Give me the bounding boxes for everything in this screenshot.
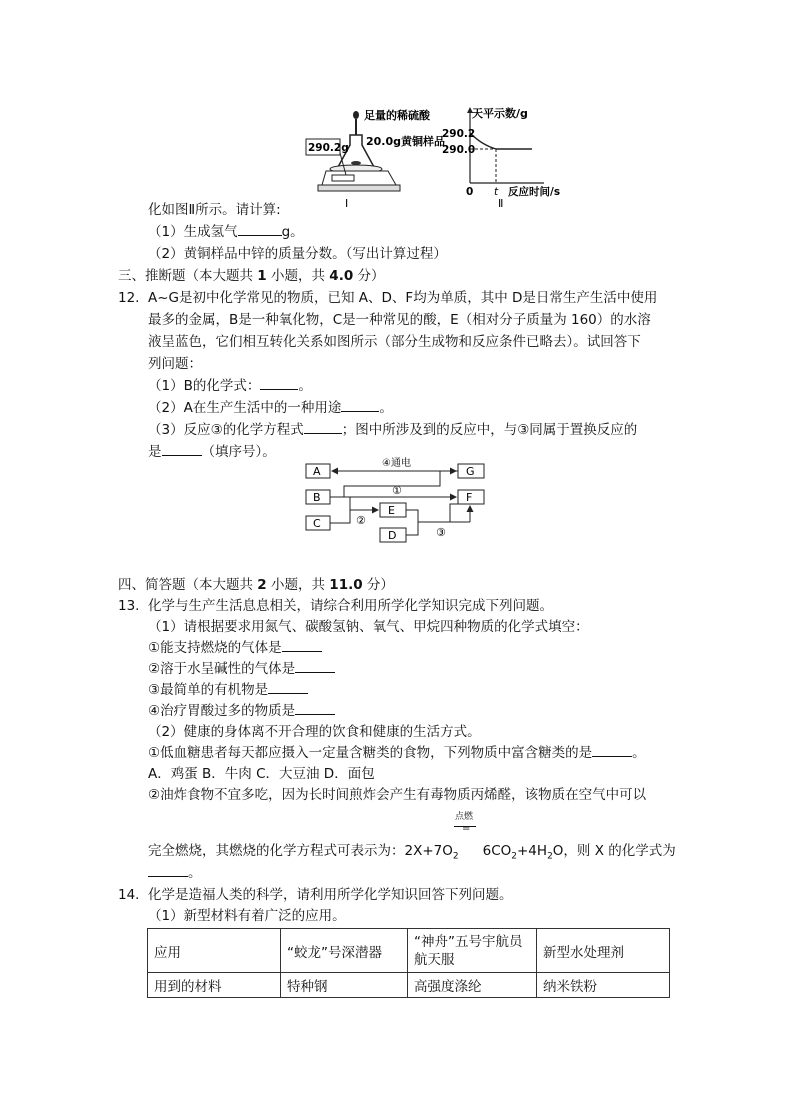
table-row <box>148 973 670 998</box>
graph-xlabel: 反应时间/s <box>508 186 561 198</box>
answer-blank <box>148 864 188 877</box>
reaction-diagram <box>300 456 500 550</box>
q13-item4-text: ④治疗胃酸过多的物质是 <box>148 703 296 719</box>
q12-sub2-end: 。 <box>379 400 393 416</box>
q12-sub3-cont <box>148 443 276 461</box>
section-4-text-e: 分） <box>362 577 394 593</box>
table-header-cell: 应用 <box>148 929 281 973</box>
q12-line2: 最多的金属，B是一种氧化物，C是一种常见的酸，E（相对分子质量为 160）的水溶 <box>148 312 651 328</box>
eq-part-a: 完全燃烧，其燃烧的化学方程式可表示为：2X+7O <box>148 843 453 859</box>
eq-sub-f: 2 <box>547 851 553 862</box>
q12-line3: 液呈蓝色，它们相互转化关系如图所示（部分生成物和反应条件已略去）。试回答下 <box>148 334 641 350</box>
q11-part2: （2）黄铜样品中锌的质量分数。（写出计算过程） <box>148 246 447 262</box>
section-4-text-a: 四、简答题（本大题共 <box>118 577 258 593</box>
node-f: F <box>466 491 473 504</box>
q13-part2: （2）健康的身体离不开合理的饮食和健康的生活方式。 <box>148 724 481 740</box>
node-c: C <box>313 517 321 530</box>
answer-blank <box>592 744 632 757</box>
section-4-text-c: 小题，共 <box>266 577 330 593</box>
acid-label: 足量的稀硫酸 <box>364 109 430 122</box>
eq-part-c: 6CO <box>482 843 512 859</box>
section-3-heading <box>118 267 385 285</box>
table-header-cell: 新型水处理剂 <box>537 929 670 973</box>
fig-label-1: Ⅰ <box>345 197 349 210</box>
q13-part1: （1）请根据要求用氮气、碳酸氢钠、氧气、甲烷四种物质的化学式填空： <box>148 619 589 635</box>
q12-line1: A~G是初中化学常见的物质，已知 A、D、F均为单质，其中 D是日常生产生活中使用 <box>148 290 658 306</box>
answer-blank <box>268 681 308 694</box>
q13-item2-text: ②溶于水呈碱性的气体是 <box>148 661 296 677</box>
answer-blank <box>295 702 335 715</box>
q13-sub2: ②油炸食物不宜多吃，因为长时间煎炸会产生有毒物质丙烯醛，该物质在空气中可以 <box>148 787 647 803</box>
table-cell: 高强度涤纶 <box>408 973 537 998</box>
section-4-count: 2 <box>257 577 267 593</box>
equation-bar <box>454 826 476 827</box>
node-e: E <box>388 504 395 517</box>
q12-sub1 <box>148 377 312 395</box>
graph-t: t <box>494 186 499 198</box>
q12-sub1-text: （1）B的化学式： <box>148 378 261 394</box>
dropper-icon <box>353 111 359 137</box>
q13-end <box>148 864 202 882</box>
q12-sub3-text: （3）反应③的化学方程式 <box>148 422 304 438</box>
section-4-score: 11.0 <box>329 577 363 593</box>
materials-table <box>147 928 670 998</box>
graph-ylabel: 天平示数/g <box>472 107 528 120</box>
apparatus-figure <box>300 105 590 213</box>
q12-sub3-text-c: 是 <box>148 444 162 460</box>
table-row <box>148 929 670 973</box>
condition-label: 点燃 <box>455 812 474 822</box>
q12-sub2 <box>148 399 393 417</box>
eq-sub-a: 2 <box>452 851 459 862</box>
node-b: B <box>313 491 321 504</box>
q13-sub1 <box>148 744 646 762</box>
q12-line4: 列问题： <box>148 356 202 372</box>
reaction-1-label: ① <box>392 484 402 497</box>
answer-blank <box>238 223 282 236</box>
q11-part1-text: （1）生成氢气 <box>148 224 238 240</box>
q11-line1: 化如图Ⅱ所示。请计算: <box>148 202 281 218</box>
graph-tick-290-0: 290.0 <box>442 144 476 156</box>
reaction-3-label: ③ <box>436 526 446 539</box>
q13-item1-text: ①能支持燃烧的气体是 <box>148 640 282 656</box>
q13-end-mark: 。 <box>188 865 202 881</box>
eq-sub-d: 2 <box>511 851 517 862</box>
q12-sub2-text: （2）A在生产生活中的一种用途 <box>148 400 342 416</box>
q13-line1: 化学与生产生活息息相关，请综合利用所学化学知识完成下列问题。 <box>148 598 553 614</box>
scale-reading: 290.2g <box>308 142 349 154</box>
q12-sub3 <box>148 421 637 439</box>
node-g: G <box>466 465 475 478</box>
eq-part-e: +4H <box>517 843 548 859</box>
sample-label: 20.0g黄铜样品 <box>366 135 446 148</box>
reaction-2-label: ② <box>356 514 366 527</box>
q12-number: 12. <box>118 290 140 306</box>
equals-sign: = <box>462 823 471 834</box>
section-4-heading <box>118 576 394 594</box>
table-header-line: 航天服 <box>414 951 455 968</box>
q12-sub3-text-d: （填序号）。 <box>201 444 276 460</box>
section-3-text-a: 三、推断题（本大题共 <box>118 268 258 284</box>
q13-item1 <box>148 639 322 657</box>
eq-part-g: O，则 X 的化学式为 <box>552 843 676 859</box>
q13-sub1-end: 。 <box>632 745 646 761</box>
q13-item4 <box>148 702 335 720</box>
q13-item3 <box>148 681 308 699</box>
answer-blank <box>304 421 342 434</box>
q14-line1: 化学是造福人类的科学，请利用所学化学知识回答下列问题。 <box>148 887 513 903</box>
table-header-line: “神舟”五号宇航员 <box>414 933 523 950</box>
node-d: D <box>388 529 397 542</box>
graph-origin: 0 <box>466 186 474 198</box>
q12-sub3-text-b: ；图中所涉及到的反应中，与③同属于置换反应的 <box>341 422 638 438</box>
q11-part1 <box>148 223 304 241</box>
q13-item2 <box>148 660 335 678</box>
table-cell: 特种钢 <box>281 973 408 998</box>
reaction-4-label: ④通电 <box>382 458 411 469</box>
table-cell: 用到的材料 <box>148 973 281 998</box>
q13-options: A．鸡蛋 B．牛肉 C．大豆油 D．面包 <box>148 766 375 782</box>
answer-blank <box>260 377 298 390</box>
section-3-score: 4.0 <box>329 268 354 284</box>
q14-part1: （1）新型材料有着广泛的应用。 <box>148 908 346 924</box>
node-a: A <box>313 465 321 478</box>
table-header-cell <box>408 929 537 973</box>
answer-blank <box>162 443 202 456</box>
q11-part1-unit: g。 <box>281 224 304 240</box>
balance-icon <box>318 165 400 191</box>
q13-sub1-text: ①低血糖患者每天都应摄入一定量含糖类的食物，下列物质中富含糖类的是 <box>148 745 593 761</box>
table-cell: 纳米铁粉 <box>537 973 670 998</box>
section-3-text-c: 小题，共 <box>266 268 330 284</box>
q13-equation-line <box>148 842 676 866</box>
section-3-count: 1 <box>257 268 267 284</box>
section-3-text-e: 分） <box>353 268 385 284</box>
q13-item3-text: ③最简单的有机物是 <box>148 682 269 698</box>
q13-number: 13. <box>118 598 140 614</box>
q14-number: 14. <box>118 887 140 903</box>
q12-sub1-end: 。 <box>298 378 312 394</box>
answer-blank <box>341 399 379 412</box>
answer-blank <box>282 639 322 652</box>
fig-label-2: Ⅱ <box>498 197 504 210</box>
table-header-cell: “蛟龙”号深潜器 <box>281 929 408 973</box>
graph-tick-290-2: 290.2 <box>442 128 476 140</box>
answer-blank <box>295 660 335 673</box>
